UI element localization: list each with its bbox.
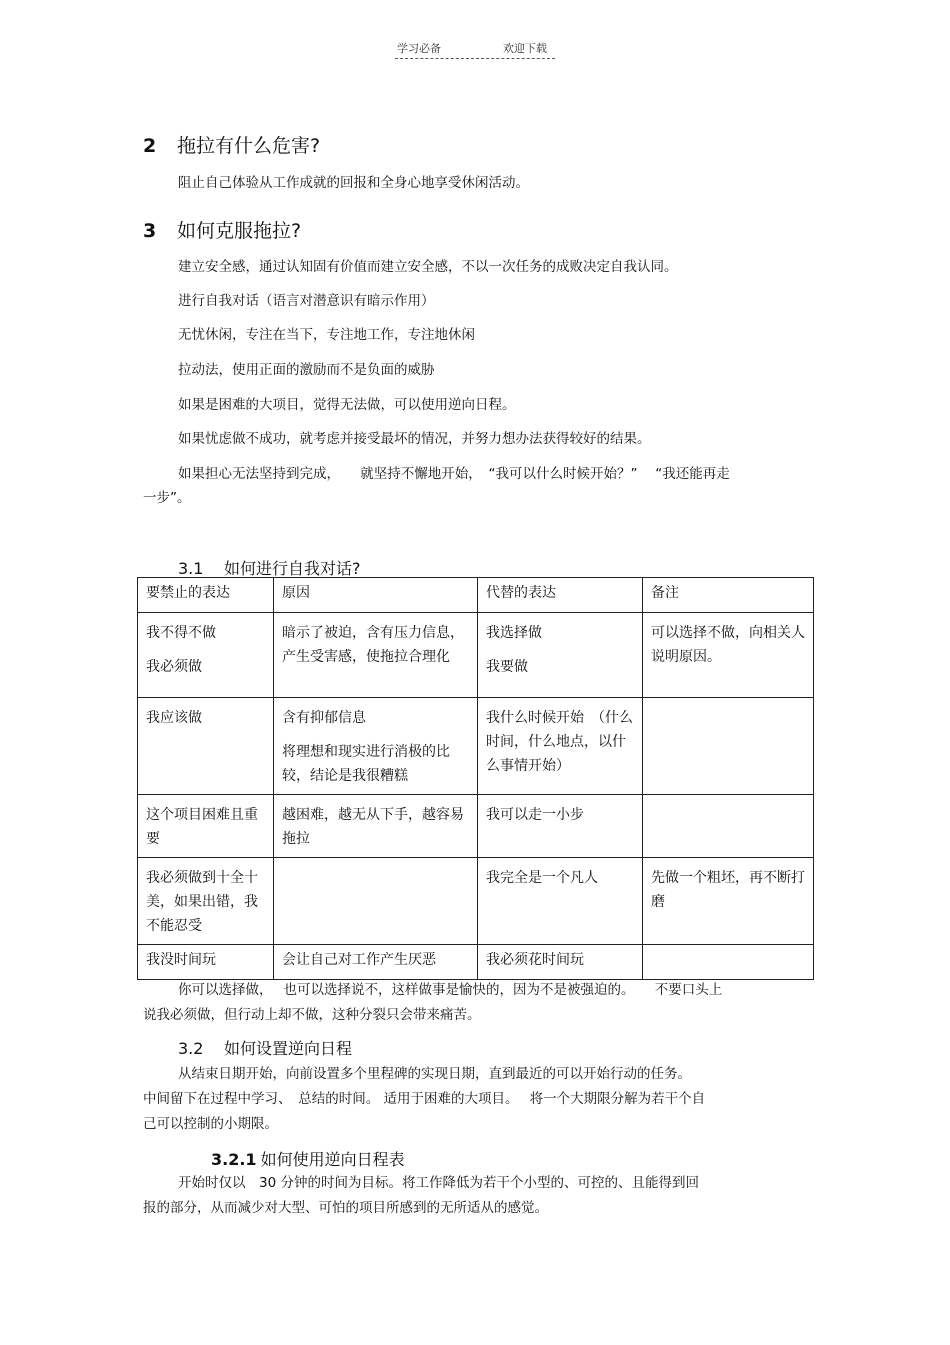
table-cell: [274, 858, 478, 945]
s32-line3: 己可以控制的小期限。: [143, 1116, 278, 1132]
cell-text: 我必须做: [146, 659, 202, 675]
section-number: 3.2: [178, 1039, 204, 1058]
table-row: [138, 613, 814, 698]
section-3-2-heading: [178, 1036, 352, 1059]
section-number: 2: [143, 135, 157, 157]
table-header-row: [138, 578, 814, 613]
cell-text: 我必须花时间玩: [486, 952, 584, 968]
s321-line2: 报的部分，从而减少对大型、可怕的项目所感到的无所适从的感觉。: [143, 1200, 548, 1216]
section-number: 3.1: [178, 559, 204, 578]
cell-text: 我没时间玩: [146, 952, 216, 968]
section-title: 如何使用逆向日程表: [260, 1150, 405, 1169]
cell-text: 越困难，越无从下手，越容易拖拉: [282, 807, 464, 847]
cell-text: 暗示了被迫，含有压力信息，产生受害感，使拖拉合理化: [282, 625, 464, 665]
section-number: 3.2.1: [211, 1150, 257, 1169]
cell-text: 我选择做: [486, 625, 542, 641]
table-cell: [478, 795, 643, 858]
s32-line1: 从结束日期开始，向前设置多个里程碑的实现日期，直到最近的可以开始行动的任务。: [178, 1066, 691, 1082]
table-cell: [274, 613, 478, 698]
section-2-heading: [143, 131, 320, 158]
s3-item: 进行自我对话（语言对潜意识有暗示作用）: [178, 293, 435, 309]
section-number: 3: [143, 220, 157, 242]
cell-text: 先做一个粗坯，再不断打磨: [651, 870, 805, 910]
s3-last-line1: 如果担心无法坚持到完成， 就坚持不懈地开始， “我可以什么时候开始？” “我还能再走: [178, 466, 730, 482]
s321-line1: 开始时仅以 30 分钟的时间为目标。将工作降低为若干个小型的、可控的、且能得到回: [178, 1175, 699, 1191]
table-cell: [478, 698, 643, 795]
table-cell: [138, 858, 274, 945]
cell-text: 会让自己对工作产生厌恶: [282, 952, 436, 968]
table-cell: [478, 945, 643, 980]
section-3-1-heading: [178, 556, 361, 579]
section-2-body: 阻止自己体验从工作成就的回报和全身心地享受休闲活动。: [178, 175, 529, 191]
table-cell: [274, 795, 478, 858]
table-cell: [643, 858, 814, 945]
section-title: 如何设置逆向日程: [224, 1039, 353, 1058]
table-cell: [478, 613, 643, 698]
section-3-heading: [143, 216, 301, 243]
table-cell: [274, 698, 478, 795]
table-row: [138, 698, 814, 795]
s3-item: 无忧休闲，专注在当下，专注地工作，专注地休闲: [178, 327, 475, 343]
table-cell: [478, 858, 643, 945]
cell-text: 含有抑郁信息: [282, 710, 366, 726]
s3-item: 如果是困难的大项目，觉得无法做，可以使用逆向日程。: [178, 397, 516, 413]
cell-text: 我不得不做: [146, 625, 216, 641]
cell-text: 我完全是一个凡人: [486, 870, 598, 886]
cell-text: 我必须做到十全十美，如果出错，我不能忍受: [146, 870, 258, 934]
self-talk-table: [137, 577, 814, 980]
cell-text: 可以选择不做，向相关人说明原因。: [651, 625, 805, 665]
s31-after-line1: 你可以选择做， 也可以选择说不，这样做事是愉快的，因为不是被强迫的。 不要口头上: [178, 982, 723, 998]
table-cell: [138, 945, 274, 980]
cell-text: 我可以走一小步: [486, 807, 584, 823]
table-row: [138, 858, 814, 945]
table-header-cell: 要禁止的表达: [138, 578, 274, 613]
header-left: 学习必备: [397, 42, 441, 55]
table-cell: [138, 698, 274, 795]
table-row: [138, 945, 814, 980]
section-title: 拖拉有什么危害?: [177, 135, 321, 157]
section-title: 如何进行自我对话?: [224, 559, 361, 578]
s3-item: 拉动法，使用正面的激励而不是负面的威胁: [178, 362, 435, 378]
header-right: 欢迎下载: [503, 42, 547, 55]
cell-text: 我要做: [486, 659, 528, 675]
cell-text: 我什么时候开始 （什么时间，什么地点，以什么事情开始）: [486, 710, 633, 774]
table-header-cell: 备注: [643, 578, 814, 613]
cell-text: 我应该做: [146, 710, 202, 726]
table-cell: [643, 795, 814, 858]
table-header-cell: 原因: [274, 578, 478, 613]
table-header-cell: 代替的表达: [478, 578, 643, 613]
table-cell: [274, 945, 478, 980]
page-header: [395, 40, 555, 59]
s3-item: 建立安全感，通过认知固有价值而建立安全感，不以一次任务的成败决定自我认同。: [178, 259, 678, 275]
s3-item: 如果忧虑做不成功，就考虑并接受最坏的情况，并努力想办法获得较好的结果。: [178, 431, 651, 447]
table-cell: [138, 795, 274, 858]
s3-last-line2: 一步”。: [143, 490, 191, 506]
section-3-2-1-heading: [211, 1147, 405, 1170]
cell-text: 将理想和现实进行消极的比较，结论是我很糟糕: [282, 744, 450, 784]
table-cell: [643, 698, 814, 795]
s31-after-line2: 说我必须做，但行动上却不做，这种分裂只会带来痛苦。: [143, 1007, 481, 1023]
table-cell: [643, 613, 814, 698]
cell-text: 这个项目困难且重要: [146, 807, 258, 847]
section-title: 如何克服拖拉?: [177, 220, 302, 242]
s32-line2: 中间留下在过程中学习、 总结的时间。 适用于困难的大项目。 将一个大期限分解为若干个自: [143, 1091, 706, 1107]
table-row: [138, 795, 814, 858]
table-cell: [643, 945, 814, 980]
table-cell: [138, 613, 274, 698]
